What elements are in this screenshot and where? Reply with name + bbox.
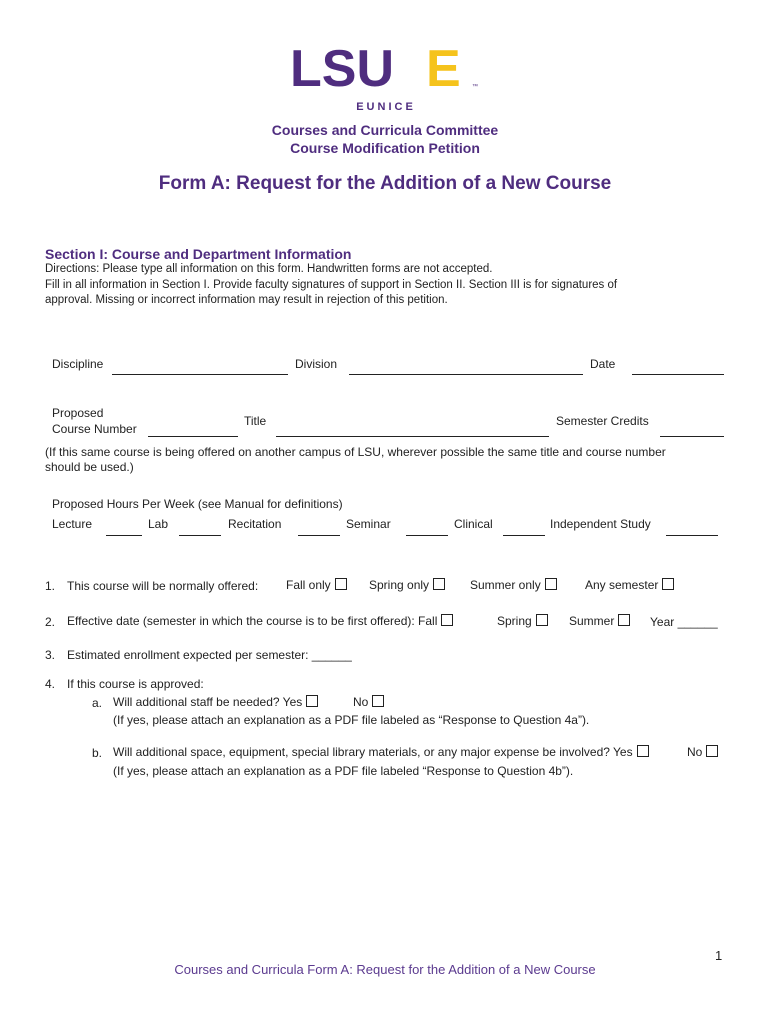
q4a-no-checkbox[interactable] xyxy=(372,695,384,707)
q1-fall-option[interactable] xyxy=(286,578,347,592)
lab-label: Lab xyxy=(148,517,169,531)
course-number-field[interactable] xyxy=(148,436,238,437)
clinical-label: Clinical xyxy=(454,517,493,531)
proposed-label: Proposed xyxy=(52,406,104,420)
course-number-label: Course Number xyxy=(52,422,137,436)
q1-fall-checkbox[interactable] xyxy=(335,578,347,590)
division-label: Division xyxy=(295,357,338,371)
q2-fall-option[interactable] xyxy=(67,614,453,628)
q2-summer-label: Summer xyxy=(569,614,615,628)
q1-summer-checkbox[interactable] xyxy=(545,578,557,590)
independent-study-label: Independent Study xyxy=(550,517,651,531)
discipline-field[interactable] xyxy=(112,374,288,375)
recitation-label: Recitation xyxy=(228,517,282,531)
q2-number: 2. xyxy=(45,615,56,629)
q4b-no-checkbox[interactable] xyxy=(706,745,718,757)
division-field[interactable] xyxy=(349,374,583,375)
date-field[interactable] xyxy=(632,374,724,375)
page-footer: Courses and Curricula Form A: Request for the Addition of a New Course xyxy=(174,962,596,977)
committee-heading: Courses and Curricula Committee xyxy=(271,122,499,138)
title-field[interactable] xyxy=(276,436,549,437)
recitation-field[interactable] xyxy=(298,535,340,536)
q2-spring-option[interactable] xyxy=(497,614,548,628)
q1-summer-label: Summer only xyxy=(470,578,541,592)
q4b-yes-checkbox[interactable] xyxy=(637,745,649,757)
q2-year-field[interactable]: Year ______ xyxy=(650,615,718,629)
q4a-yes-checkbox[interactable] xyxy=(306,695,318,707)
logo-lsu-text: LSU xyxy=(290,42,394,98)
hours-heading: Proposed Hours Per Week (see Manual for definitions) xyxy=(52,497,343,511)
q3-number: 3. xyxy=(45,648,56,662)
logo-tm: ™ xyxy=(472,84,478,90)
q4b-text: Will additional space, equipment, special library materials, or any major expense be involved? Yes xyxy=(113,745,633,759)
logo-eunice: EUNICE xyxy=(356,101,416,113)
lecture-label: Lecture xyxy=(52,517,93,531)
q4a-note: (If yes, please attach an explanation as a PDF file labeled as “Response to Question 4a”). xyxy=(113,713,590,727)
q4a-no-label: No xyxy=(353,695,369,709)
q4b-no-option[interactable] xyxy=(687,745,718,759)
q1-summer-option[interactable] xyxy=(470,578,557,592)
q1-spring-option[interactable] xyxy=(369,578,445,592)
q1-any-checkbox[interactable] xyxy=(662,578,674,590)
q1-fall-label: Fall only xyxy=(286,578,331,592)
page-number: 1 xyxy=(715,948,723,963)
petition-heading: Course Modification Petition xyxy=(290,140,480,156)
q4-number: 4. xyxy=(45,677,56,691)
semester-credits-field[interactable] xyxy=(660,436,724,437)
q2-text: Effective date (semester in which the course is to be first offered): Fall xyxy=(67,614,438,628)
q3-text[interactable]: Estimated enrollment expected per semester: ______ xyxy=(67,648,352,662)
q4a-no-option[interactable] xyxy=(353,695,384,709)
directions-line-1: Directions: Please type all information on this form. Handwritten forms are not accepted. xyxy=(45,263,493,275)
q1-any-label: Any semester xyxy=(585,578,659,592)
q4-text: If this course is approved: xyxy=(67,677,204,691)
q4b-yes-option[interactable] xyxy=(113,745,649,759)
seminar-field[interactable] xyxy=(406,535,448,536)
semester-credits-label: Semester Credits xyxy=(556,414,649,428)
lecture-field[interactable] xyxy=(106,535,142,536)
logo-e-text: E xyxy=(426,42,461,98)
form-title: Form A: Request for the Addition of a New Course xyxy=(158,173,612,194)
q2-summer-option[interactable] xyxy=(569,614,630,628)
q1-text: This course will be normally offered: xyxy=(67,579,259,593)
clinical-field[interactable] xyxy=(503,535,545,536)
lab-field[interactable] xyxy=(179,535,221,536)
seminar-label: Seminar xyxy=(346,517,391,531)
q1-spring-checkbox[interactable] xyxy=(433,578,445,590)
q4a-text: Will additional staff be needed? Yes xyxy=(113,695,303,709)
q1-number: 1. xyxy=(45,579,56,593)
lsue-logo-graphic xyxy=(290,42,482,114)
q2-spring-checkbox[interactable] xyxy=(536,614,548,626)
section-heading: Section I: Course and Department Information xyxy=(45,246,352,262)
campus-note-line-2: should be used.) xyxy=(45,460,134,474)
directions-line-2: Fill in all information in Section I. Provide faculty signatures of support in Section II. Section III is for signatures of xyxy=(45,279,618,291)
q4a-yes-option[interactable] xyxy=(113,695,318,709)
title-label: Title xyxy=(244,414,267,428)
directions-line-3: approval. Missing or incorrect information may result in rejection of this petition. xyxy=(45,294,448,306)
q4b-no-label: No xyxy=(687,745,703,759)
q1-spring-label: Spring only xyxy=(369,578,430,592)
date-label: Date xyxy=(590,357,616,371)
q1-any-option[interactable] xyxy=(585,578,674,592)
q4b-note: (If yes, please attach an explanation as a PDF file labeled “Response to Question 4b”). xyxy=(113,764,574,778)
campus-note-line-1: (If this same course is being offered on another campus of LSU, wherever possible the same title and course number xyxy=(45,445,666,459)
q2-fall-checkbox[interactable] xyxy=(441,614,453,626)
independent-study-field[interactable] xyxy=(666,535,718,536)
q2-summer-checkbox[interactable] xyxy=(618,614,630,626)
q4b-label: b. xyxy=(92,746,103,760)
q4a-label: a. xyxy=(92,696,103,710)
lsue-logo xyxy=(290,42,482,114)
discipline-label: Discipline xyxy=(52,357,104,371)
q2-spring-label: Spring xyxy=(497,614,532,628)
